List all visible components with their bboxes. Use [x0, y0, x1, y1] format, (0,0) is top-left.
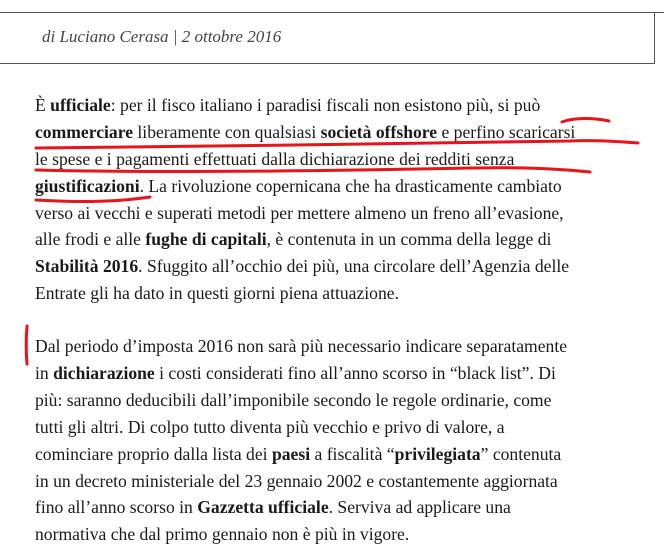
text-run: : per il fisco italiano i paradisi fiscali non esistono più, si può [110, 95, 541, 115]
text-run: tutti gli altri. Di colpo tutto diventa più vecchio e privo di valore, a [35, 416, 505, 437]
text-line [35, 280, 645, 307]
bold-text: dichiarazione [53, 363, 155, 384]
text-run: in [35, 363, 54, 384]
text-run: i costi considerati fino all’anno scorso in “black list”. Di [154, 363, 556, 384]
bold-text: ufficiale [50, 95, 111, 115]
bold-text: Gazzetta ufficiale [197, 497, 329, 518]
text-run: cominciare proprio dalla lista dei [35, 443, 272, 464]
bold-text: paesi [271, 443, 311, 464]
text-run: a fiscalità “ [310, 443, 395, 464]
text-line [35, 441, 645, 468]
bold-text: fughe di capitali [145, 229, 267, 250]
text-line [35, 146, 645, 173]
text-line [35, 226, 645, 253]
margin-mark [26, 326, 27, 364]
text-line [35, 494, 645, 521]
paragraph [35, 333, 645, 548]
text-run: . Sfuggito all’occhio dei più, una circolare dell’Agenzia delle [138, 256, 570, 277]
text-run: . La rivoluzione copernicana che ha drasticamente cambiato [139, 175, 562, 196]
bold-text: società offshore [320, 121, 438, 142]
paragraph-gap [35, 307, 645, 333]
text-run: ” contenuta [480, 443, 562, 464]
text-run: liberamente con qualsiasi [133, 121, 321, 142]
text-run: più: saranno deducibili dall’imponibile secondo le regole ordinarie, come [35, 389, 552, 410]
text-run: e perfino scaricarsi [437, 121, 576, 142]
text-run: Entrate gli ha dato in questi giorni piena attuazione. [35, 283, 399, 304]
bold-text: privilegiata [394, 443, 481, 464]
text-line [35, 200, 645, 227]
text-line [35, 468, 645, 495]
text-run: fino all’anno scorso in [35, 497, 198, 518]
text-line [35, 387, 645, 414]
bold-text: Stabilità 2016 [35, 256, 139, 277]
text-line [35, 333, 645, 360]
bold-text: giustificazioni [35, 175, 140, 196]
text-line [35, 521, 645, 548]
text-run: Dal periodo d’imposta 2016 non sarà più necessario indicare separatamente [35, 336, 568, 357]
bold-text: commerciare [35, 121, 134, 142]
text-run: , è contenuta in un comma della legge di [266, 229, 552, 250]
text-line [35, 173, 645, 200]
text-run: È [35, 95, 51, 115]
text-run: verso ai vecchi e superati metodi per mettere almeno un freno all’evasione, [35, 202, 564, 223]
text-line [35, 414, 645, 441]
text-run: le spese e i pagamenti effettuati dalla dichiarazione dei redditi senza [35, 148, 515, 169]
article-body [35, 92, 645, 548]
text-run: normativa che dal primo gennaio non è più in vigore. [35, 524, 410, 545]
text-run: in un decreto ministeriale del 23 gennaio 2002 e costantemente aggiornata [35, 470, 558, 491]
text-run: . Serviva ad applicare una [328, 497, 511, 518]
text-line [35, 360, 645, 387]
text-line [35, 92, 645, 119]
text-run: alle frodi e alle [35, 229, 146, 250]
text-line [35, 253, 645, 280]
text-line [35, 119, 645, 146]
paragraph [35, 92, 645, 307]
byline: di Luciano Cerasa | 2 ottobre 2016 [42, 27, 282, 46]
